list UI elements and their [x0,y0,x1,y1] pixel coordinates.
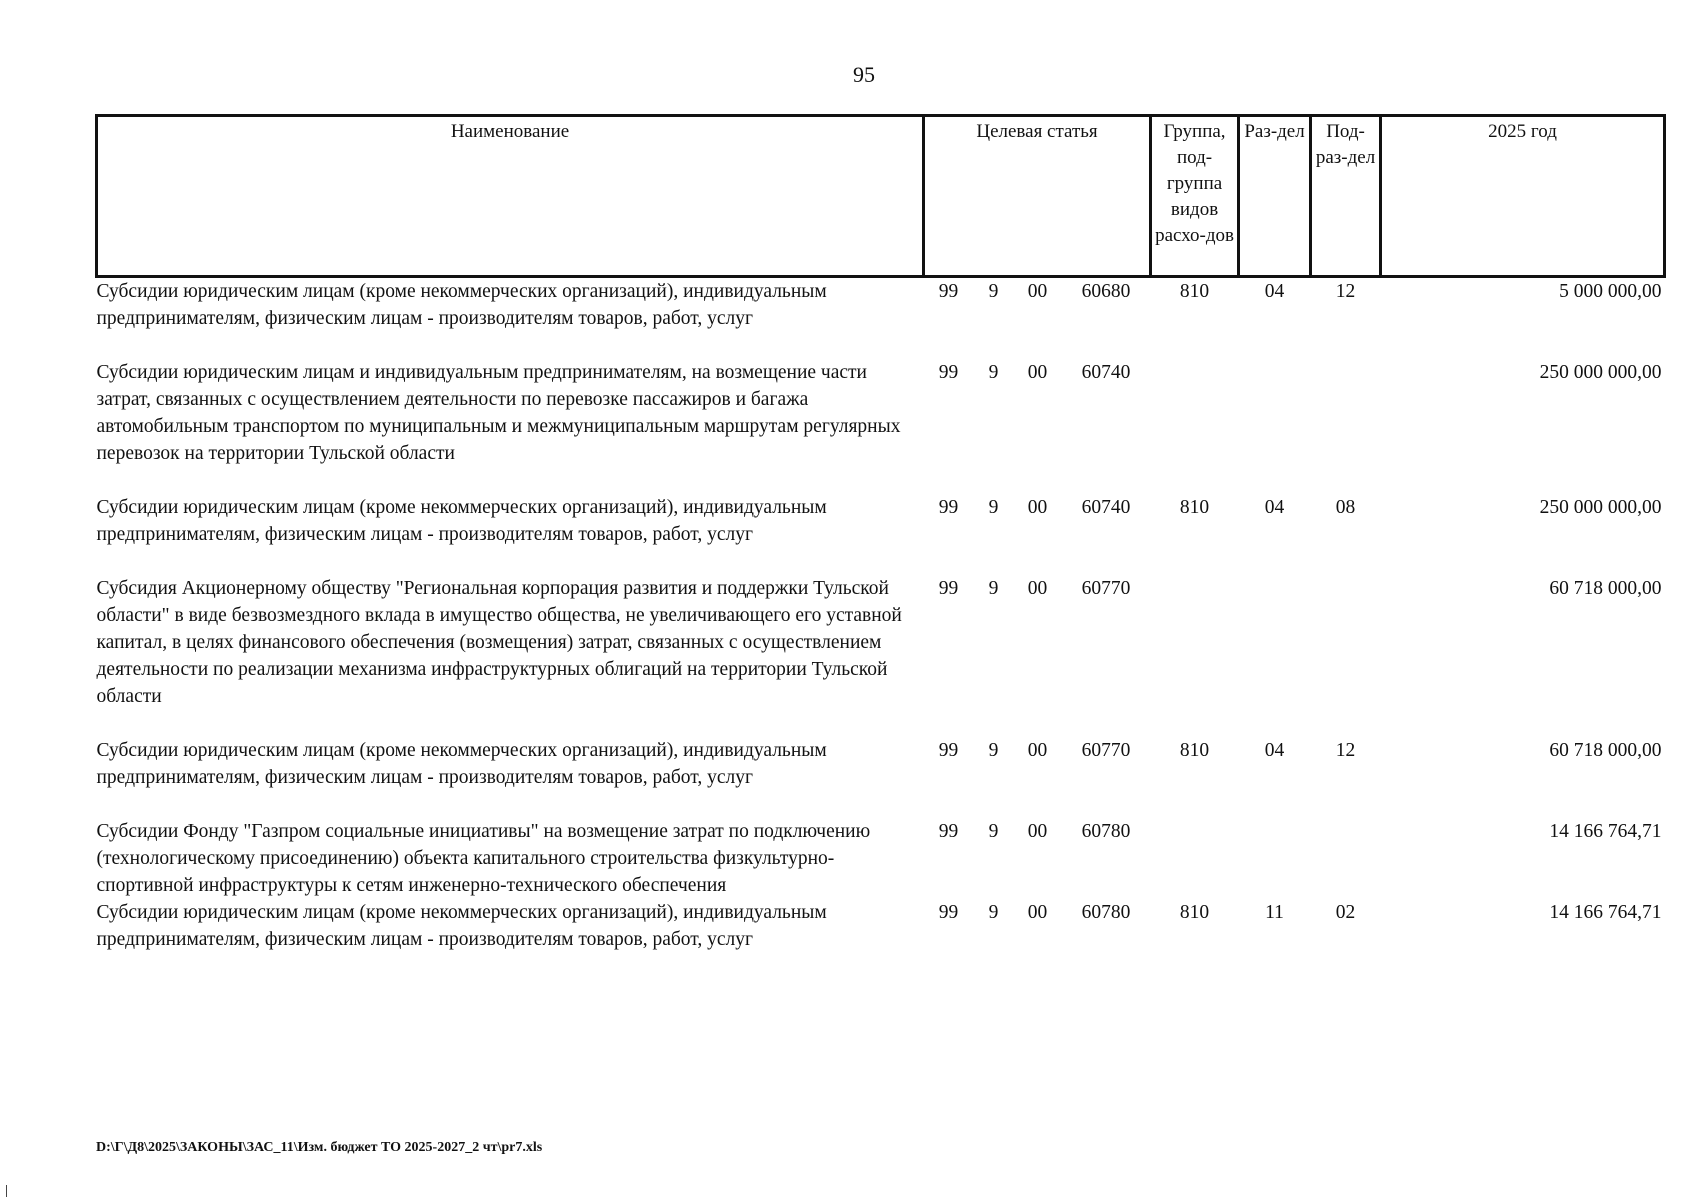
page-number: 95 [853,62,875,87]
target-expense-code: 60680 [1081,281,1131,302]
target-expense-code: 60740 [1081,362,1131,383]
amount-2025: 14 166 764,71 [1549,902,1662,923]
target-direction-code: 00 [1027,578,1048,599]
target-expense-code: 60770 [1081,740,1131,761]
section-code: 04 [1264,740,1285,761]
section-code: 04 [1264,497,1285,518]
target-program-code: 99 [938,902,959,923]
target-direction-code: 00 [1027,821,1048,842]
target-direction-code: 00 [1027,740,1048,761]
table-row [97,818,1665,899]
expense-group-code [1151,575,1239,737]
section-code: 11 [1265,902,1284,923]
target-subprogram-code: 9 [988,362,999,383]
row-name: Субсидии юридическим лицам (кроме некоммерческих организаций), индивидуальным предпринимателям, физическим лицам - производителям товаров, работ, услуг [96,497,827,545]
section-code: 04 [1264,281,1285,302]
row-name: Субсидия Акционерному обществу "Региональная корпорация развития и поддержки Тульской области" в виде безвозмездного вклада в имущество общества, не увеличивающего его уставной капитал, в целях финансового обеспечения (возмещения) затрат, связанных с осуществлением деятельности по реализации механизма инфраструктурных облигаций на территории Тульской области [96,578,902,707]
target-program-code: 99 [938,497,959,518]
expense-group-code: 810 [1179,740,1210,761]
table-row [97,899,1665,953]
table-row [97,277,1665,360]
table-row [97,359,1665,494]
expense-group-code: 810 [1179,281,1210,302]
expense-group-code: 810 [1179,497,1210,518]
section-code [1239,575,1311,737]
expense-group-code [1151,359,1239,494]
amount-2025: 250 000 000,00 [1539,362,1662,383]
expense-group-code: 810 [1179,902,1210,923]
target-program-code: 99 [938,740,959,761]
subsection-code [1311,818,1381,899]
subsection-code: 12 [1335,281,1356,302]
table-row [97,575,1665,737]
row-name: Субсидии юридическим лицам (кроме некоммерческих организаций), индивидуальным предпринимателям, физическим лицам - производителям товаров, работ, услуг [96,740,827,788]
table-row [97,737,1665,818]
header-subsection: Под-раз-дел [1311,116,1381,277]
subsection-code: 02 [1335,902,1356,923]
scan-mark [6,1185,7,1197]
target-subprogram-code: 9 [988,821,999,842]
subsection-code [1311,575,1381,737]
target-subprogram-code: 9 [988,281,999,302]
amount-2025: 14 166 764,71 [1549,821,1662,842]
header-expense-group: Группа, под-группа видов расхо-дов [1151,116,1239,277]
row-name: Субсидии юридическим лицам и индивидуальным предпринимателям, на возмещение части затрат, связанных с осуществлением деятельности по перевозке пассажиров и багажа автомобильным транспортом по муниципальным и межмуниципальным маршрутам регулярных перевозок на территории Тульской области [96,362,901,464]
target-direction-code: 00 [1027,362,1048,383]
header-target-article: Целевая статья [924,116,1151,277]
target-direction-code: 00 [1027,902,1048,923]
amount-2025: 5 000 000,00 [1559,281,1662,302]
subsection-code: 12 [1335,740,1356,761]
target-subprogram-code: 9 [988,578,999,599]
amount-2025: 250 000 000,00 [1539,497,1662,518]
table-header [97,116,1665,277]
target-expense-code: 60780 [1081,821,1131,842]
expense-group-code [1151,818,1239,899]
subsection-code: 08 [1335,497,1356,518]
target-program-code: 99 [938,578,959,599]
target-program-code: 99 [938,281,959,302]
row-name: Субсидии юридическим лицам (кроме некоммерческих организаций), индивидуальным предпринимателям, физическим лицам - производителям товаров, работ, услуг [96,281,827,329]
target-subprogram-code: 9 [988,902,999,923]
table-row [97,494,1665,575]
header-year-2025: 2025 год [1381,116,1665,277]
target-direction-code: 00 [1027,497,1048,518]
target-program-code: 99 [938,362,959,383]
budget-table [95,114,1666,953]
header-section: Раз-дел [1239,116,1311,277]
target-expense-code: 60780 [1081,902,1131,923]
section-code [1239,359,1311,494]
target-subprogram-code: 9 [988,740,999,761]
target-program-code: 99 [938,821,959,842]
file-path-footer: D:\Г\Д8\2025\ЗАКОНЫ\ЗАС_11\Изм. бюджет ТО 2025-2027_2 чт\pr7.xls [96,1140,543,1155]
amount-2025: 60 718 000,00 [1549,740,1662,761]
subsection-code [1311,359,1381,494]
target-expense-code: 60770 [1081,578,1131,599]
header-name: Наименование [97,116,924,277]
row-name: Субсидии Фонду "Газпром социальные инициативы" на возмещение затрат по подключению (технологическому присоединению) объекта капитального строительства физкультурно-спортивной инфраструктуры к сетям инженерно-технического обеспечения [96,821,871,896]
target-direction-code: 00 [1027,281,1048,302]
section-code [1239,818,1311,899]
amount-2025: 60 718 000,00 [1549,578,1662,599]
target-subprogram-code: 9 [988,497,999,518]
row-name: Субсидии юридическим лицам (кроме некоммерческих организаций), индивидуальным предпринимателям, физическим лицам - производителям товаров, работ, услуг [96,902,827,950]
table-body [97,277,1665,954]
target-expense-code: 60740 [1081,497,1131,518]
